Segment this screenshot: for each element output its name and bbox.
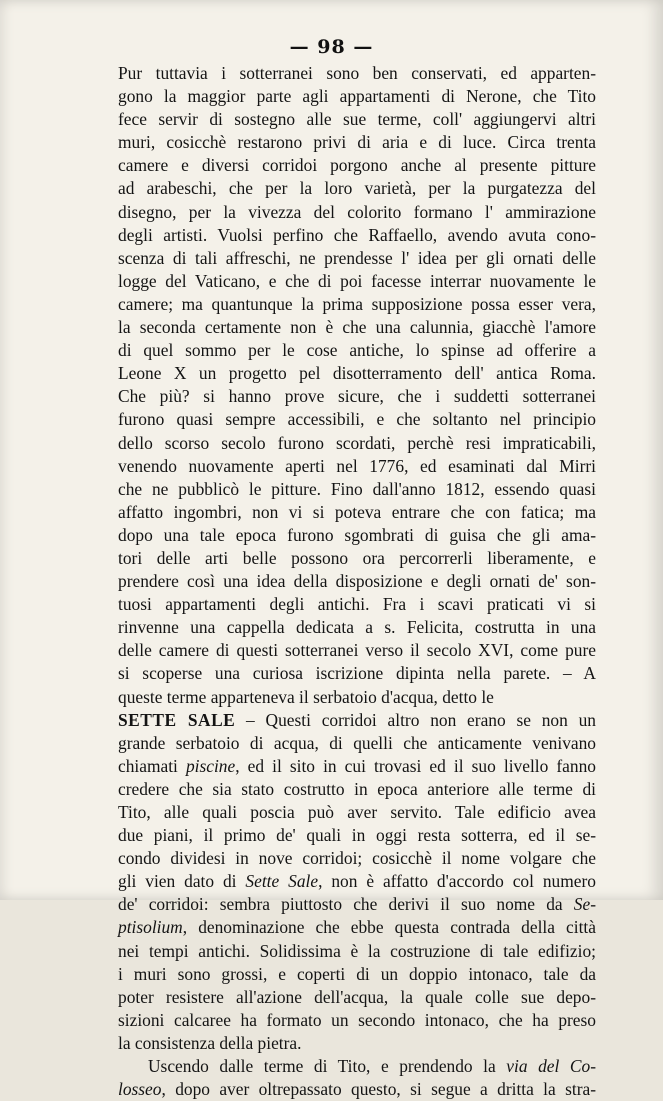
italic-term-septisolium: ptisolium	[118, 917, 183, 938]
text-line: nei tempi antichi. Solidissima è la costruzione di tale edifizio;	[118, 940, 596, 961]
line-fragment: , denominazione che ebbe questa contrada della città	[182, 917, 596, 938]
body-text	[118, 62, 596, 1101]
sette-sale-text: – Questi corridoi altro non erano se non un	[235, 709, 596, 730]
text-line: la seconda certamente non è che una calunnia, giacchè l'amore	[118, 317, 596, 338]
text-line: furono quasi sempre accessibili, e che soltanto nel principio	[118, 409, 596, 430]
text-line: delle camere di questi sotterranei verso il secolo XVI, come pure	[118, 640, 596, 661]
line-fragment: gli vien dato di	[118, 871, 246, 892]
line-fragment: chiamati	[118, 755, 186, 776]
text-line: prendere così una idea della disposizione e degli ornati de' son-	[118, 571, 596, 592]
septisolium-line-1	[118, 893, 596, 916]
text-line: si scoperse una curiosa iscrizione dipinta nella parete. – A	[118, 663, 596, 684]
italic-term-septisolium: Se-	[573, 894, 596, 915]
text-line: i muri sono grossi, e coperti di un doppio intonaco, tale da	[118, 963, 596, 984]
text-line: ad arabeschi, che per la loro varietà, per la purgatezza del	[118, 178, 596, 199]
text-line: Che più? si hanno prove sicure, che i suddetti sotterranei	[118, 386, 596, 407]
text-line: dello scorso secolo furono scordati, perchè resi impraticabili,	[118, 432, 596, 453]
sette-sale-heading: SETTE SALE	[118, 709, 236, 730]
via-colosseo-line-1	[118, 1055, 596, 1078]
text-line: tuosi appartamenti degli antichi. Fra i scavi praticati vi si	[118, 594, 596, 615]
text-line: sizioni calcaree ha formato un secondo intonaco, che ha preso	[118, 1009, 596, 1030]
piscine-line	[118, 755, 596, 778]
text-line: grande serbatoio di acqua, di quelli che anticamente venivano	[118, 732, 596, 753]
text-line: venendo nuovamente aperti nel 1776, ed esaminati dal Mirri	[118, 455, 596, 476]
italic-term-via-del-colosseo: losseo	[118, 1079, 162, 1100]
text-line: camere; ma quantunque la prima supposizione possa esser vera,	[118, 293, 596, 314]
text-line: fece servir di sostegno alle sue terme, coll' aggiungervi altri	[118, 109, 596, 130]
line-fragment: Uscendo dalle terme di Tito, e prendendo la	[148, 1056, 507, 1077]
text-line: gono la maggior parte agli appartamenti di Nerone, che Tito	[118, 86, 596, 107]
text-line: scenza di tali affreschi, ne prendesse l' idea per gli ornati delle	[118, 247, 596, 268]
italic-term-piscine: piscine	[185, 755, 236, 776]
text-line: muri, cosicchè restarono privi di aria e di luce. Circa trenta	[118, 132, 596, 153]
text-line: dopo una tale epoca furono sgombrati di guisa che gli ama-	[118, 524, 596, 545]
text-line: di quel sommo per le cose antiche, lo spinse ad offerire a	[118, 340, 596, 361]
text-line: Pur tuttavia i sotterranei sono ben conservati, ed apparten-	[118, 63, 596, 83]
page-number: — 98 —	[289, 36, 374, 58]
septisolium-line-2	[118, 916, 596, 939]
sette-sale-line	[118, 709, 596, 732]
via-colosseo-line-2	[118, 1078, 596, 1101]
text-line: credere che sia stato costrutto in epoca anteriore alle terme di	[118, 778, 596, 799]
text-line: camere e diversi corridoi porgono anche al presente pitture	[118, 155, 596, 176]
text-line: la consistenza della pietra.	[118, 1032, 302, 1053]
text-line: poter resistere all'azione dell'acqua, la quale colle sue depo-	[118, 986, 596, 1007]
text-line: che ne pubblicò le pitture. Fino dall'anno 1812, essendo quasi	[118, 478, 596, 499]
text-line: condo dividesi in nove corridoi; cosicchè il nome volgare che	[118, 848, 596, 869]
text-line: rinvenne una cappella dedicata a s. Felicita, costrutta in una	[118, 617, 596, 638]
text-line: Tito, alle quali poscia può aver servito. Tale edificio avea	[118, 802, 596, 822]
text-line: degli artisti. Vuolsi perfino che Raffaello, avendo avuta cono-	[118, 224, 596, 245]
sette-sale-italic-line	[118, 870, 596, 893]
text-line: disegno, per la vivezza del colorito formano l' ammirazione	[118, 201, 596, 222]
text-line: Leone X un progetto pel disotterramento dell' antica Roma.	[118, 363, 596, 384]
text-line: affatto ingombri, non vi si poteva entrare che con fatica; ma	[118, 501, 596, 522]
line-fragment: de' corridoi: sembra piuttosto che derivi il suo nome da	[118, 894, 574, 915]
text-line: logge del Vaticano, e che di poi facesse interrar nuovamente le	[118, 270, 596, 291]
italic-term-via-del-colosseo: via del Co-	[506, 1056, 596, 1077]
text-line: queste terme apparteneva il serbatoio d'acqua, detto le	[118, 686, 494, 707]
italic-term-sette-sale: Sette Sale	[245, 871, 319, 892]
line-fragment: , dopo aver oltrepassato questo, si segue a dritta la stra-	[161, 1079, 596, 1100]
line-fragment: , non è affatto d'accordo col numero	[318, 871, 596, 892]
text-line: tori delle arti belle possono ora percorrerli liberamente, e	[118, 547, 596, 568]
line-fragment: , ed il sito in cui trovasi ed il suo livello fanno	[235, 755, 596, 776]
text-line: due piani, il primo de' quali in oggi resta sotterra, ed il se-	[118, 825, 596, 846]
